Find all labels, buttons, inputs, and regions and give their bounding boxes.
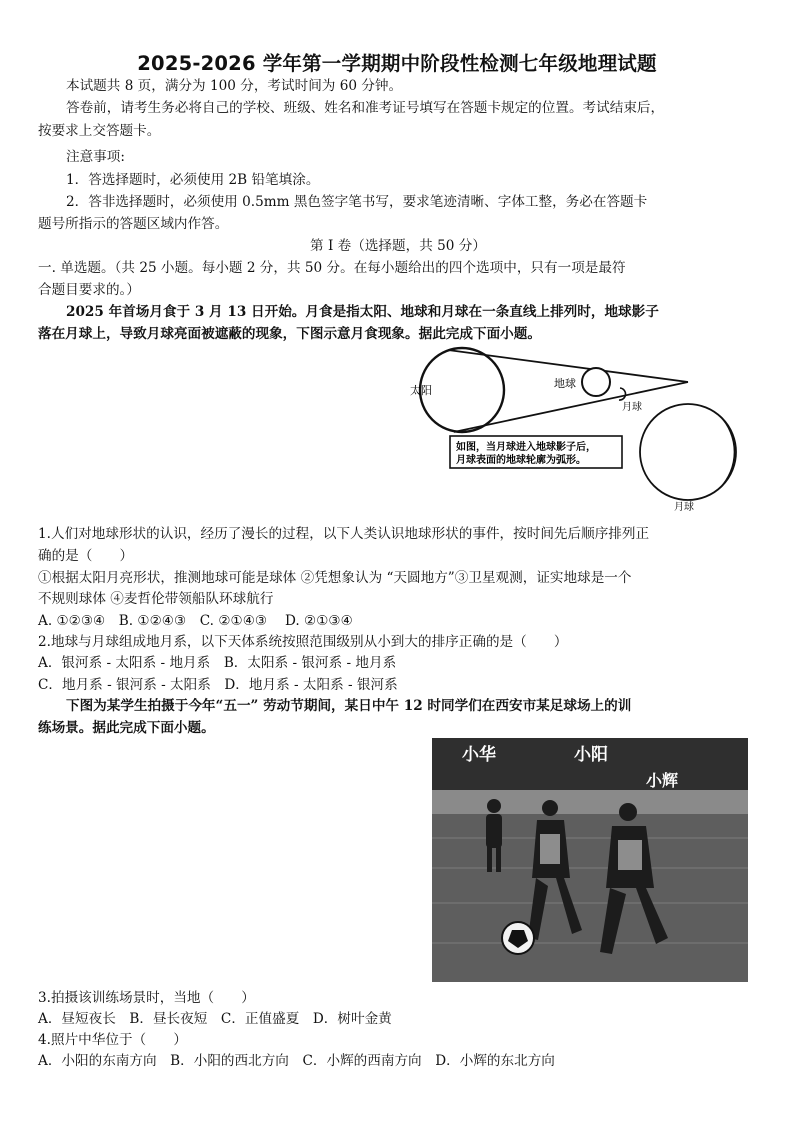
note-1: 1．答选择题时，必须使用 2B 铅笔填涂。: [66, 172, 320, 188]
q1-line-c: ①根据太阳月亮形状，推测地球可能是球体 ②凭想象认为 “天圆地方”③卫星观测，证实地球是一个: [38, 570, 632, 586]
label-xiaohua: 小华: [462, 745, 496, 765]
section-instruction-b: 合题目要求的。）: [38, 282, 140, 298]
note-2a: 2．答非选择题时，必须使用 0.5mm 黑色签字笔书写，要求笔迹清晰、字体工整，务必在答题卡: [66, 194, 648, 210]
q1-options: A. ①②③④ B. ①②④③ C. ②①④③ D. ②①③④: [38, 613, 353, 629]
passage2-line-b: 练场景。据此完成下面小题。: [38, 720, 215, 736]
label-xiaohui: 小辉: [646, 771, 679, 790]
note-2b: 题号所指示的答题区域内作答。: [38, 216, 229, 232]
sun-label: 太阳: [410, 384, 432, 397]
intro-line-1: 本试题共 8 页，满分为 100 分，考试时间为 60 分钟。: [66, 78, 403, 94]
intro-line-3: 按要求上交答题卡。: [38, 123, 161, 139]
q3-stem: 3.拍摄该训练场景时，当地（ ）: [38, 990, 255, 1006]
caption-line-2: 月球表面的地球轮廓为弧形。: [456, 455, 586, 466]
q1-line-b: 确的是（ ）: [38, 548, 134, 564]
q2-stem: 2.地球与月球组成地月系，以下天体系统按照范围级别从小到大的排序正确的是（ ）: [38, 634, 568, 650]
football-training-photo: [432, 738, 748, 982]
q2-options-cd: C．地月系 - 银河系 - 太阳系 D．地月系 - 太阳系 - 银河系: [38, 677, 398, 693]
small-moon-shape: [619, 388, 626, 400]
caption-line-1: 如图，当月球进入地球影子后，: [456, 442, 596, 453]
sun-shape: [420, 348, 504, 432]
big-moon-label: 月球: [674, 502, 694, 513]
q3-options: A．昼短夜长 B．昼长夜短 C．正值盛夏 D．树叶金黄: [38, 1011, 392, 1027]
label-xiaoyang: 小阳: [574, 745, 608, 765]
earth-label: 地球: [554, 377, 576, 390]
earth-shape: [582, 368, 610, 396]
notes-heading: 注意事项:: [66, 149, 125, 165]
intro-line-2: 答卷前，请考生务必将自己的学校、班级、姓名和准考证号填写在答题卡规定的位置。考试结束后，: [66, 100, 665, 116]
q1-line-a: 1.人们对地球形状的认识，经历了漫长的过程，以下人类认识地球形状的事件，按时间先后顺序排列正: [38, 526, 650, 542]
exam-title: 2025-2026 学年第一学期期中阶段性检测七年级地理试题: [137, 52, 657, 75]
q2-options-ab: A．银河系 - 太阳系 - 地月系 B．太阳系 - 银河系 - 地月系: [38, 655, 397, 671]
section-instruction-a: 一. 单选题。（共 25 小题。每小题 2 分，共 50 分。在每小题给出的四个选项中，只有一项是最符: [38, 260, 626, 276]
q4-stem: 4.照片中华位于（ ）: [38, 1032, 187, 1048]
small-moon-label: 月球: [622, 402, 642, 413]
passage2-line-a: 下图为某学生拍摄于今年“五一” 劳动节期间，某日中午 12 时同学们在西安市某足球场上的训: [66, 698, 632, 714]
passage1-line-a: 2025 年首场月食于 3 月 13 日开始。月食是指太阳、地球和月球在一条直线上排列时，地球影子: [66, 304, 659, 320]
lunar-eclipse-diagram: [408, 342, 748, 514]
q1-line-d: 不规则球体 ④麦哲伦带领船队环球航行: [38, 591, 274, 607]
section-heading: 第 Ⅰ 卷（选择题，共 50 分）: [310, 238, 486, 254]
q4-options: A．小阳的东南方向 B．小阳的西北方向 C．小辉的西南方向 D．小辉的东北方向: [38, 1053, 555, 1069]
passage1-line-b: 落在月球上，导致月球亮面被遮蔽的现象，下图示意月食现象。据此完成下面小题。: [38, 326, 541, 342]
